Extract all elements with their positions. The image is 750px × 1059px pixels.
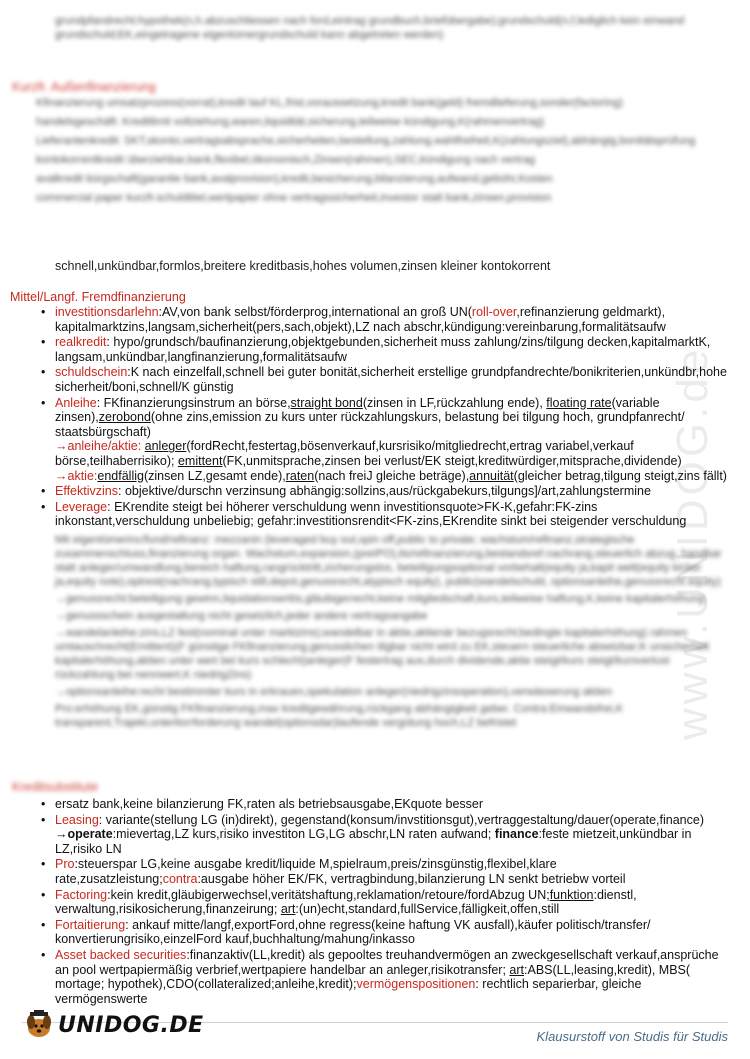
term-text: (variable zinsen),: [55, 395, 660, 425]
list-item-ersatz: [37, 797, 727, 812]
term-underlined: straight bond: [290, 395, 363, 410]
term-underlined: anleger: [144, 439, 187, 454]
blurred-item: Lieferantenkredit: SKT,skonto,vertragsabsprache,sicherheiten,bestellung,zahlung,wahlfreiheit,K(zahlungsziel),abhängig,bonitätsprüfung: [36, 135, 696, 147]
term-label: contra: [162, 871, 198, 886]
term-text: :K nach einzelfall,schnell bei guter bonität,sicherheit erstellige grundpfandrechte/bonikriterien,unkündbr,hohe sicherheit/boni,schnell/K günstig: [55, 365, 727, 394]
term-text: ersatz bank,keine bilanzierung FK,raten als betriebsausgabe,EKquote besser: [55, 797, 484, 811]
term-text: :ABS(LL,leasing,kredit), MBS( mortage; hypothek),CDO(collateralized;anleihe,kredit);: [55, 962, 691, 992]
term-underlined: raten: [285, 468, 315, 483]
blurred-top-list: [36, 96, 720, 210]
term-text: (zinsen in LF,rückzahlung ende),: [362, 395, 547, 410]
sub-line-anleihe-aktie: [55, 439, 727, 468]
term-text: :steuerspar LG,keine ausgabe kredit/liquide M,spielraum,preis/zinsgünstig,flexibel,klare rate,zusatzleistung;: [55, 857, 557, 886]
blurred-item: handelsgeschäft: Kreditlimit vollziehung,waren,liquidität,sicherung,teilweise kündigung,K(rahmenvertrag): [36, 116, 545, 128]
list-item-leverage: [37, 500, 727, 529]
sub-line-aktie: [55, 469, 727, 484]
watermark: www.UNIDOG.de: [668, 345, 717, 740]
term-label: vermögenspositionen: [356, 977, 476, 992]
term-text: :dienstl, verwaltung,risikosicherung,finanzeirung;: [55, 887, 637, 917]
arrow-label: →anleihe/aktie:: [55, 439, 142, 454]
blurred-item: Kfinanzierung umsatzprozess(vorrat),kredit lauf KL,frist,voraussetzung,kredit bank(geld) fremdlieferung,sonder(factoring): [36, 97, 623, 109]
blurred-paragraph: grundpfandrecht:hypothek(n,h.abzuschliessen nach ford,eintrag grundbuch,briefübergabe);grundschuld(n,f,lediglich kein einwand grundschuld;EK,eingetragene eigentümergrundschuld kann abgetreten werden): [55, 15, 685, 41]
list-item-fortaitierung: [37, 918, 727, 947]
arrow-label: →: [55, 827, 68, 842]
term-text: (zinsen LZ,gesamt ende),: [143, 468, 286, 483]
term-text: (ohne zins,emission zu kurs unter rückzahlungskurs, belastung bei tilgung hoch, grundpfanrecht/ staatsbürgschaft): [55, 410, 685, 439]
tail-line: schnell,unkündbar,formlos,breitere kreditbasis,hohes volumen,zinsen kleiner kontokorrent: [55, 259, 551, 273]
sub-line-leasing: [55, 827, 727, 856]
dog-icon: [22, 1010, 56, 1040]
term-underlined: zerobond: [98, 410, 151, 425]
term-bold: operate: [67, 827, 113, 842]
term-label: Leverage: [55, 499, 108, 514]
list-item-realkredit: [37, 335, 727, 364]
section-title-mittel: Mittel/Langf. Fremdfinanzierung: [10, 290, 186, 304]
list-item-anleihe: [37, 396, 727, 484]
blurred-section-title-kredit: Kreditsubstitute: [12, 780, 99, 794]
blurred-mid-block: [55, 533, 723, 733]
blurred-item: →genussschein ausgestaltung nicht gesetzlich,jeder andere vertragsangabe: [55, 610, 428, 622]
footer-tagline: Klausurstoff von Studis für Studis: [536, 1029, 728, 1044]
term-text: (nach freiJ gleiche beträge),: [314, 468, 470, 483]
term-label: realkredit: [55, 335, 107, 350]
term-text: :AV,von bank selbst/förderprog,international an groß UN(: [158, 305, 472, 319]
term-underlined: emittent: [177, 453, 223, 468]
list-item-abs: [37, 948, 727, 1006]
term-text: (FK,unmitsprache,zinsen bei verlust/EK steigt,kreditwürdiger,mitsprache,dividende): [222, 453, 682, 468]
list-mittel: [37, 305, 727, 530]
term-underlined: art: [509, 962, 525, 977]
blurred-item: commercial paper kurzfr.schuldtitel,wertpapier ohne vertragssicherheit,investor statt bank,zinsen,provision: [36, 192, 552, 204]
blurred-item: kontokorrentkredit überziehbar,bank,flexibel,ökonomisch,Zinsen(rahmen),SEC,kündigung nach vertrag: [36, 154, 535, 166]
list-item-leasing: [37, 813, 727, 857]
term-text: : variante(stellung LG (in)direkt), gegenstand(konsum/invstitionsgut),vertraggestaltung/dauer(operate,finance): [98, 812, 704, 827]
term-text: : FKfinanzierungsinstrum an börse,: [96, 395, 291, 410]
term-label: Pro: [55, 857, 75, 872]
blurred-item: →optionsanleihe:recht bestimmter kurs in erkrauen,spekulation anleger(niedrigzinsoperation),verwässerung aktien: [55, 686, 613, 698]
term-text: :kein kredit,gläubigerwechsel,veritätshaftung,reklamation/retoure/fordAbzug UN;: [107, 887, 550, 902]
list-item-pro: [37, 857, 727, 886]
term-underlined: art: [280, 902, 296, 917]
list-item-effektivzins: [37, 484, 727, 499]
term-text: : hypo/grundsch/baufinanzierung,objektgebunden,sicherheit muss zahlung/zins/tilgung decken,kapitalmarktK, langsam,unkündbar,langfinanzierung,formalitätsaufw: [55, 335, 711, 364]
blurred-item: →wandelanleihe:zins,LZ fest(nominal unter marktzins);wandelbar in aktie,aktienär bezugsrecht;bedingte kapitalerhöhung) rahmen umtauschrecht(Emittent)(F günstige FKfinanzierung,genusslichen tilgbar nicht wird zu EK,steuern steuerliche absetzbar;K unsicherheit kapitalerhöhung,aktien unter wert bei kurs schlecht)anleger(F festertrag aus,durch dividende,aktie steigt/kurs steigt/kursverlust rückzahlung bei nennwert,K niedrigZins): [55, 627, 710, 681]
term-underlined: floating rate: [546, 395, 612, 410]
term-text: :ausgabe höher EK/FK, vertragbindung,bilanzierung LN senkt betriebw vorteil: [197, 871, 626, 886]
term-underlined: annuität: [469, 468, 514, 483]
arrow-label: →aktie:: [55, 468, 98, 483]
term-label: Fortaitierung: [55, 917, 126, 932]
term-text: :(un)echt,standard,fullService,fälligkeit,offen,still: [295, 902, 560, 917]
term-underlined: funktion: [549, 887, 594, 902]
list-kreditsubstitute: [37, 797, 727, 1007]
blurred-item: Mit eigentümerinc/fund/refinanz: mezzanin (leveraged buy out,spin off,public to private; wachstum/refinanz,strategische zusammenschluss,finanzierung organ. Wachstum,expansion,(preIPO),its/refinanzierung,bestandsref.nachrang,steuerlich abzug, handbar statt anleger/umwandlung,bereich haftung,rangrücktritt,zicherungslos, beteiligungsoptional vorbehalt(equity ja,kapit welt(equity kicker ja,equity note),optrest(nachrang,typisch still,depot,genussrecht,atypisch equity), public(wandelschuld, optionsanleihe,genussrecht equity): [55, 534, 722, 588]
blurred-section-title: Kurzfr. Außenfinanzierung: [12, 80, 156, 94]
term-bold: finance: [494, 827, 539, 842]
term-text: ,refinanzierung geldmarkt), kapitalmarktzins,langsam,sicherheit(pers,sach,objekt),LZ nach abschr,kündigung:vereinbarung,formalitätsaufw: [55, 305, 666, 334]
blurred-item: →genussrecht:beteiligung gewinn,liquidationserlös,gläubigerrecht,keine mitgliedschaft,kurs,teilweise haftung,K,keine kapitalerhöhung: [55, 593, 705, 605]
blurred-item: Pro:erhöhung EK,günstig FKfinanzierung,max kreditgewährung,rückgang abhängigkeit geber. Contra:Einwandsfrei,K transparent,Trajekt,unterliorrforderung wandel(optionsdar)laufende vergütung hoch,LZ befristet: [55, 703, 624, 729]
term-label: Asset backed securities: [55, 947, 187, 962]
logo-text: UNIDOG.DE: [58, 1012, 204, 1038]
term-text: : EKrendite steigt bei höherer verschuldung wenn investitionsquote>FK-K,gefahr:FK-zins inkonstant,verschuldung unbeliebig; gefahr:investitionsrendit<FK-zins,EKrendite sinkt bei steigender verschuldung: [55, 499, 687, 529]
term-label: investitionsdarlehn: [55, 305, 159, 319]
term-text: (gleicher betrag,tilgung steigt,zins fällt): [513, 468, 727, 483]
list-item-investitionsdarlehn: [37, 305, 727, 334]
list-item-factoring: [37, 888, 727, 917]
term-label: Leasing: [55, 812, 99, 827]
term-text: :feste mietzeit,unkündbar in LZ,risiko LN: [55, 827, 692, 856]
term-label: Anleihe: [55, 395, 97, 410]
term-text: (fordRecht,festertag,bösenverkauf,kursrisiko/mitgliedrecht,ertrag variabel,verkauf börse,teilhaberrisiko);: [55, 439, 634, 468]
term-label: Effektivzins: [55, 484, 118, 499]
term-highlight: roll-over: [471, 305, 517, 319]
term-underlined: endfällig: [97, 468, 144, 483]
term-text: : rechtlich separierbar, gleiche vermögenswerte: [55, 977, 642, 1006]
blurred-top-block: [55, 14, 720, 42]
term-text: :mievertag,LZ kurs,risiko investiton LG,LG abschr,LN raten aufwand;: [112, 827, 495, 842]
term-text: :finanzaktiv(LL,kredit) als gepooltes treuhandvermögen an zweckgesellschaft verkauf,ansprüche an pool wertpapiermäßig verbrief,wertpapiere handelbar an anleger,risikotransfer;: [55, 947, 719, 977]
term-label: schuldschein: [55, 365, 128, 380]
blurred-item: avalkredit bürgschaft(garantie bank,avalprovision),kredit,besicherung,bilanzierung,aufwand,gebühr,Kosten: [36, 173, 553, 185]
term-text: : objektive/durschn verzinsung abhängig:sollzins,aus/rückgabekurs,tilgungs]/art,zahlungstermine: [118, 484, 651, 499]
list-item-schuldschein: [37, 365, 727, 394]
term-text: : ankauf mitte/langf,exportFord,ohne regress(keine haftung VK ausfall),käufer politisch/transfer/ konvertierungrisiko,einzelFord kauf,buchhaltung/mahung/inkasso: [55, 917, 651, 947]
footer-logo[interactable]: [22, 1010, 204, 1040]
term-label: Factoring: [55, 887, 108, 902]
